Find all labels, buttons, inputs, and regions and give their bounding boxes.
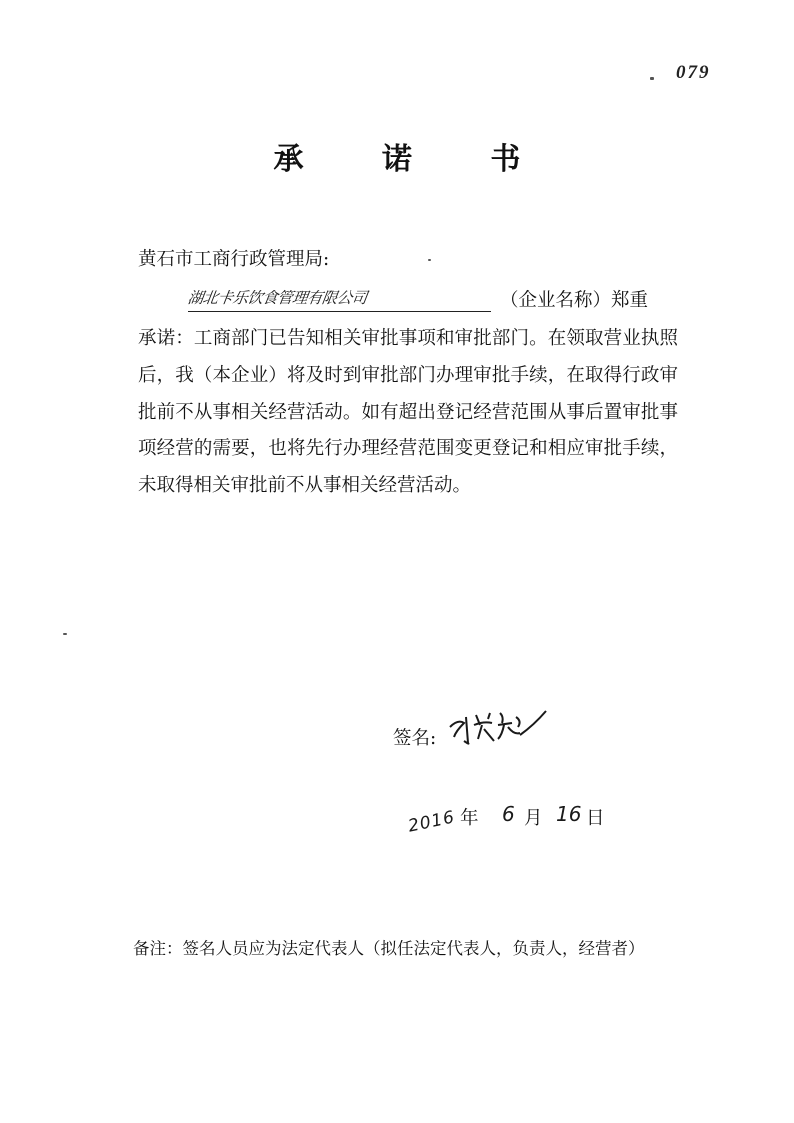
signature-handwritten	[446, 705, 556, 757]
date-day: 16	[556, 802, 582, 826]
company-line	[188, 283, 658, 315]
commitment-body: 承诺：工商部门已告知相关审批事项和审批部门。在领取营业执照后，我（本企业）将及时到审批部门办理审批手续，在取得行政审批前不从事相关经营活动。如有超出登记经营范围从事后置审批事项经营的需要，也将先行办理经营范围变更登记和相应审批手续，未取得相关审批前不从事相关经营活动。	[138, 328, 678, 497]
signature-date	[408, 798, 648, 840]
document-title: 承 诺 书	[273, 142, 555, 177]
signature-scribble-icon	[446, 705, 556, 753]
company-name-handwritten: 湖北卡乐饮食管理有限公司	[186, 289, 368, 307]
date-day-label: 日	[586, 808, 605, 829]
signature-label: 签名:	[393, 728, 437, 749]
date-year: 2016	[406, 807, 457, 837]
addressee: 黄石市工商行政管理局:	[138, 249, 330, 270]
scan-speck	[428, 259, 431, 261]
company-name-suffix: （企业名称）郑重	[500, 290, 649, 311]
date-year-label: 年	[460, 808, 479, 829]
signature-name-text	[446, 705, 449, 706]
company-underline	[188, 311, 491, 312]
date-month-label: 月	[524, 808, 543, 829]
scan-speck	[650, 77, 654, 80]
scan-speck	[63, 633, 67, 635]
date-month: 6	[502, 802, 515, 826]
page-number: 079	[676, 62, 711, 83]
footnote: 备注：签名人员应为法定代表人（拟任法定代表人，负责人，经营者）	[133, 939, 645, 958]
